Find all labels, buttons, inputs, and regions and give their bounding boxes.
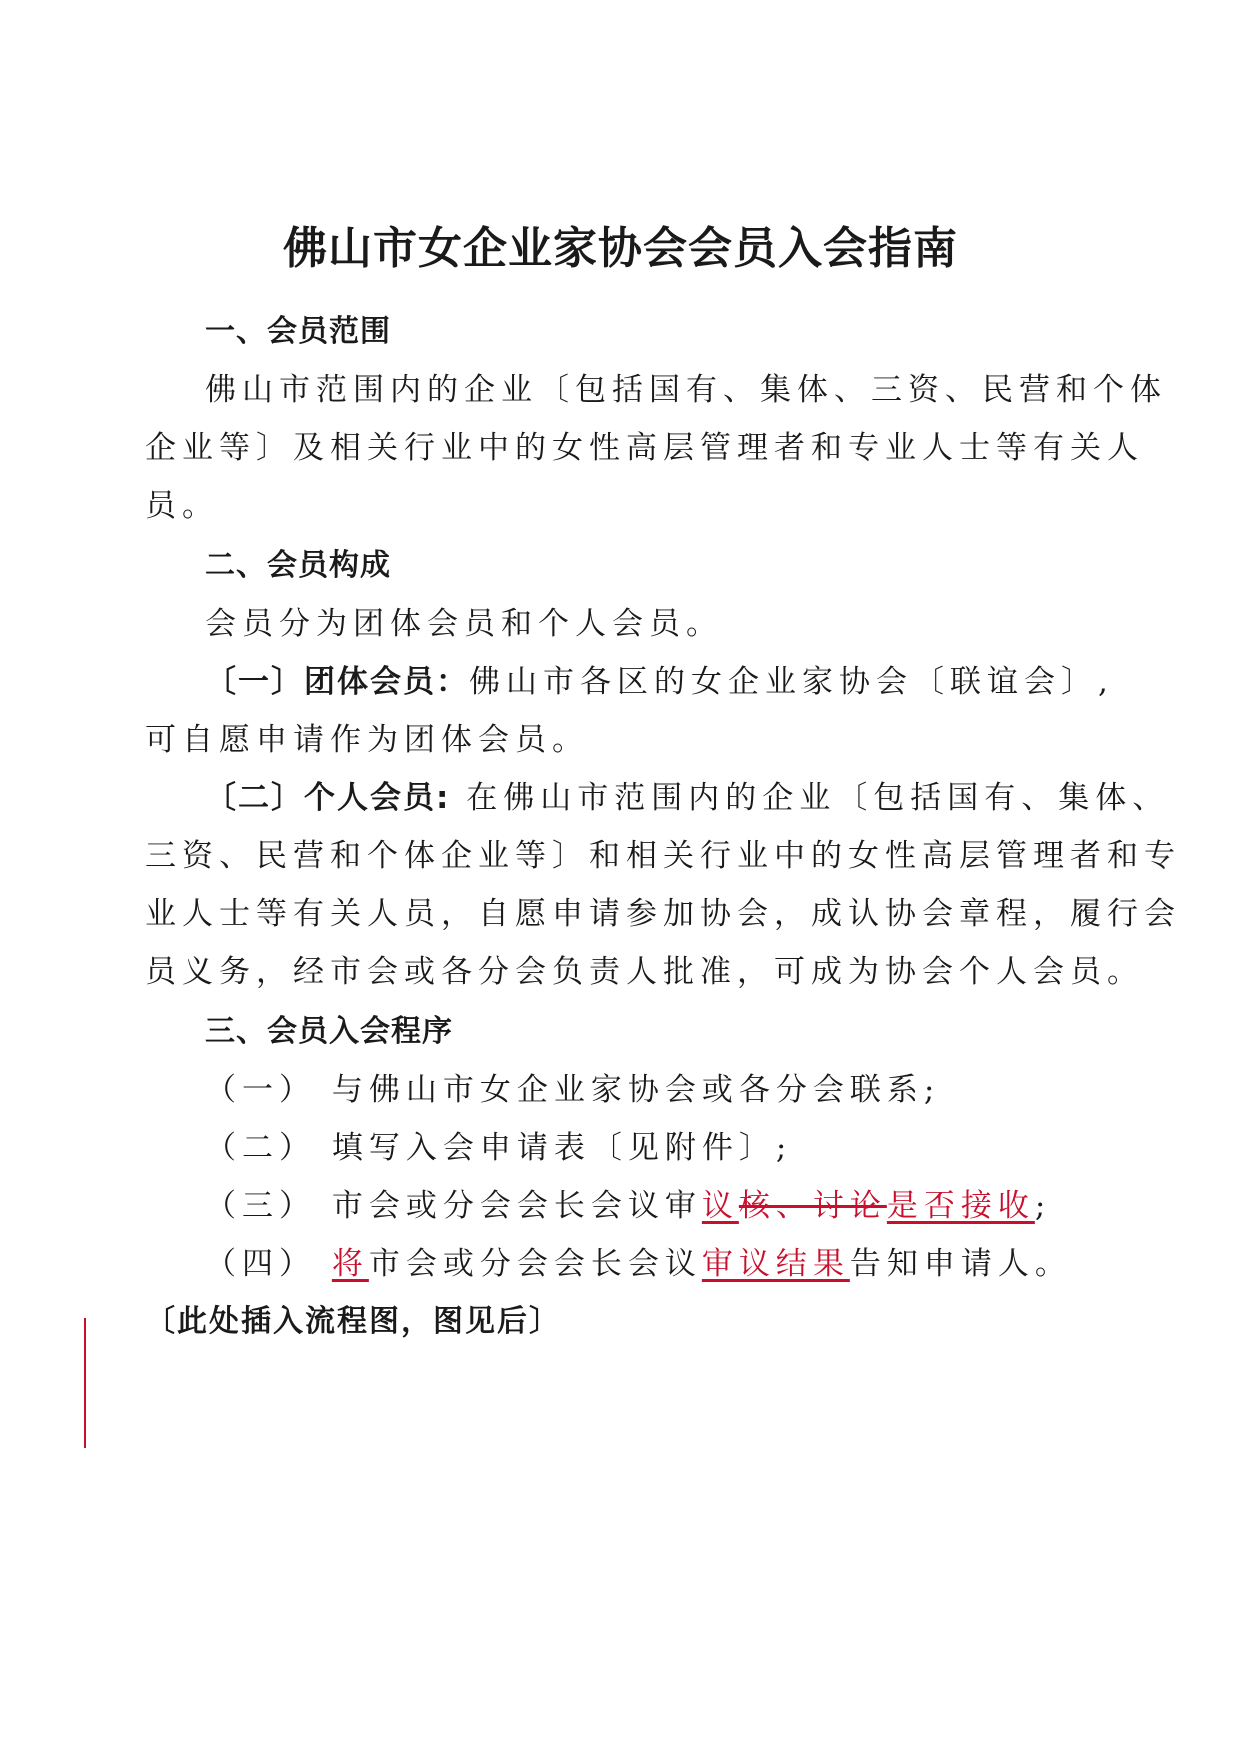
- individual-member-label: 〔二〕个人会员:: [205, 780, 451, 816]
- step-3-prefix: （三） 市会或分会会长会议审: [205, 1188, 702, 1224]
- procedure-step-3: [205, 1186, 1051, 1226]
- step-3-insertion-2: 是否接收: [886, 1188, 1035, 1224]
- step-4-middle: 市会或分会会长会议: [368, 1246, 702, 1282]
- group-member-label: 〔一〕团体会员：: [205, 664, 469, 700]
- step-3-deletion: 核、讨论: [738, 1188, 887, 1224]
- step-3-suffix: ;: [1034, 1188, 1052, 1224]
- step-4-suffix: 告知申请人。: [849, 1246, 1072, 1282]
- section-2-intro: 会员分为团体会员和个人会员。: [205, 606, 723, 642]
- individual-member-line-1: [205, 778, 1169, 818]
- procedure-step-4: [205, 1244, 1072, 1284]
- section-1-heading: 一、会员范围: [205, 314, 391, 349]
- procedure-step-2: （二） 填写入会申请表〔见附件〕;: [205, 1130, 793, 1166]
- individual-member-line-3: 业人士等有关人员，自愿申请参加协会，成认协会章程，履行会: [145, 896, 1181, 932]
- individual-member-text: 在佛山市范围内的企业〔包括国有、集体、: [450, 780, 1170, 816]
- page-title: 佛山市女企业家协会会员入会指南: [283, 223, 958, 274]
- section-3-heading: 三、会员入会程序: [205, 1014, 453, 1049]
- section-1-text-line-3: 员。: [145, 488, 219, 524]
- section-1-text-line-1: 佛山市范围内的企业〔包括国有、集体、三资、民营和个体: [205, 372, 1167, 408]
- step-4-prefix: （四）: [205, 1246, 332, 1282]
- revision-change-bar: [84, 1318, 86, 1448]
- step-3-insertion-1: 议: [701, 1188, 739, 1224]
- step-4-insertion-2: 审议结果: [701, 1246, 850, 1282]
- group-member-line-1: [205, 662, 1114, 702]
- individual-member-line-2: 三资、民营和个体企业等〕和相关行业中的女性高层管理者和专: [145, 838, 1181, 874]
- group-member-text: 佛山市各区的女企业家协会〔联谊会〕,: [469, 664, 1114, 700]
- flowchart-note: 〔此处插入流程图，图见后〕: [145, 1304, 561, 1339]
- section-1-text-line-2: 企业等〕及相关行业中的女性高层管理者和专业人士等有关人: [145, 430, 1144, 466]
- group-member-line-2: 可自愿申请作为团体会员。: [145, 722, 589, 758]
- individual-member-line-4: 员义务，经市会或各分会负责人批准，可成为协会个人会员。: [145, 954, 1144, 990]
- step-4-insertion-1: 将: [331, 1246, 369, 1282]
- procedure-step-1: （一） 与佛山市女企业家协会或各分会联系;: [205, 1072, 941, 1108]
- section-2-heading: 二、会员构成: [205, 548, 391, 583]
